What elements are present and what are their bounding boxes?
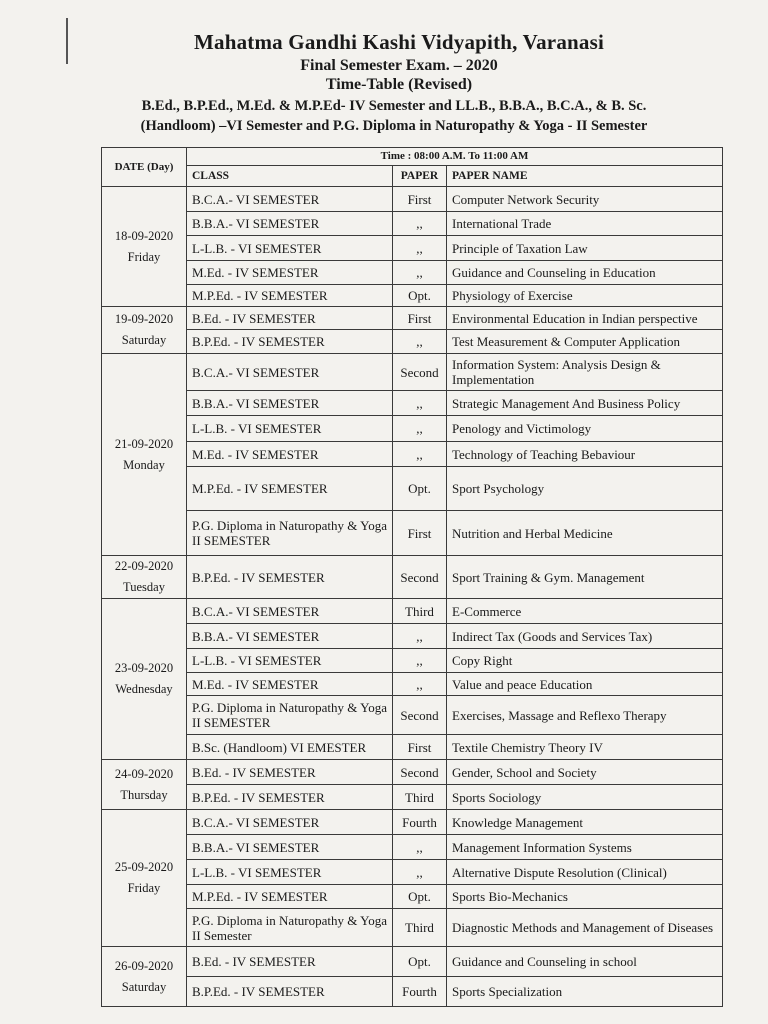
table-row <box>102 860 723 885</box>
class-cell: B.Ed. - IV SEMESTER <box>187 307 393 330</box>
class-cell: P.G. Diploma in Naturopathy & Yoga II SEMESTER <box>187 511 393 556</box>
paper-cell: Fourth <box>393 977 447 1007</box>
table-row <box>102 760 723 785</box>
class-cell: M.P.Ed. - IV SEMESTER <box>187 285 393 307</box>
timetable-title: Time-Table (Revised) <box>325 76 473 93</box>
class-cell: B.P.Ed. - IV SEMESTER <box>187 556 393 599</box>
paper-name-cell: Value and peace Education <box>447 673 723 696</box>
date-cell <box>102 354 187 556</box>
paper-cell: First <box>393 187 447 212</box>
class-cell: P.G. Diploma in Naturopathy & Yoga II SEMESTER <box>187 696 393 735</box>
table-row <box>102 416 723 442</box>
class-cell: B.C.A.- VI SEMESTER <box>187 599 393 624</box>
exam-day: Wednesday <box>115 682 173 696</box>
paper-name-cell: Sports Specialization <box>447 977 723 1007</box>
paper-cell: ,, <box>393 442 447 467</box>
paper-name-cell: Environmental Education in Indian perspective <box>447 307 723 330</box>
table-row <box>102 977 723 1007</box>
table-row <box>102 511 723 556</box>
paper-name-column-header: PAPER NAME <box>447 166 723 187</box>
time-header: Time : 08:00 A.M. To 11:00 AM <box>187 148 723 166</box>
exam-day: Friday <box>127 881 161 895</box>
paper-name-cell: Sports Bio-Mechanics <box>447 885 723 909</box>
paper-cell: First <box>393 307 447 330</box>
paper-column-header: PAPER <box>393 166 447 187</box>
exam-timetable <box>101 147 723 1007</box>
paper-cell: ,, <box>393 236 447 261</box>
paper-name-cell: Test Measurement & Computer Application <box>447 330 723 354</box>
programs-line-1: B.Ed., B.P.Ed., M.Ed. & M.P.Ed- IV Semester and LL.B., B.B.A., B.C.A., & B. Sc. <box>141 98 647 114</box>
table-row <box>102 885 723 909</box>
class-cell: B.P.Ed. - IV SEMESTER <box>187 785 393 810</box>
paper-name-cell: Penology and Victimology <box>447 416 723 442</box>
paper-name-cell: Gender, School and Society <box>447 760 723 785</box>
class-cell: B.Ed. - IV SEMESTER <box>187 947 393 977</box>
paper-name-cell: Information System: Analysis Design & Implementation <box>447 354 723 391</box>
class-cell: B.P.Ed. - IV SEMESTER <box>187 330 393 354</box>
exam-date: 22-09-2020 <box>114 559 174 573</box>
paper-name-cell: Alternative Dispute Resolution (Clinical) <box>447 860 723 885</box>
paper-name-cell: Nutrition and Herbal Medicine <box>447 511 723 556</box>
class-cell: L-L.B. - VI SEMESTER <box>187 649 393 673</box>
programs-line-2: (Handloom) –VI Semester and P.G. Diploma in Naturopathy & Yoga - II Semester <box>140 118 648 134</box>
class-cell: B.B.A.- VI SEMESTER <box>187 391 393 416</box>
paper-cell: Opt. <box>393 467 447 511</box>
exam-day: Saturday <box>121 979 167 994</box>
paper-name-cell: Sport Training & Gym. Management <box>447 556 723 599</box>
paper-cell: Fourth <box>393 810 447 835</box>
class-cell: P.G. Diploma in Naturopathy & Yoga II Semester <box>187 909 393 947</box>
paper-name-cell: Copy Right <box>447 649 723 673</box>
exam-date: 26-09-2020 <box>114 958 174 973</box>
class-cell: B.Sc. (Handloom) VI EMESTER <box>187 735 393 760</box>
paper-cell: Third <box>393 909 447 947</box>
table-row <box>102 673 723 696</box>
paper-cell: First <box>393 511 447 556</box>
class-cell: B.B.A.- VI SEMESTER <box>187 835 393 860</box>
university-title: Mahatma Gandhi Kashi Vidyapith, Varanasi <box>193 30 605 54</box>
paper-name-cell: E-Commerce <box>447 599 723 624</box>
date-cell <box>102 947 187 1007</box>
paper-cell: ,, <box>393 330 447 354</box>
exam-day: Tuesday <box>123 580 165 594</box>
table-row <box>102 467 723 511</box>
exam-date: 25-09-2020 <box>114 860 174 874</box>
paper-cell: ,, <box>393 649 447 673</box>
table-row <box>102 810 723 835</box>
date-cell <box>102 599 187 760</box>
table-row <box>102 261 723 285</box>
paper-cell: Opt. <box>393 885 447 909</box>
timetable-body <box>102 187 723 1007</box>
paper-name-cell: Sports Sociology <box>447 785 723 810</box>
table-row <box>102 909 723 947</box>
paper-name-cell: Computer Network Security <box>447 187 723 212</box>
table-row <box>102 442 723 467</box>
paper-cell: ,, <box>393 212 447 236</box>
table-row <box>102 391 723 416</box>
date-cell <box>102 810 187 947</box>
paper-name-cell: Technology of Teaching Bebaviour <box>447 442 723 467</box>
class-cell: M.P.Ed. - IV SEMESTER <box>187 885 393 909</box>
class-cell: B.Ed. - IV SEMESTER <box>187 760 393 785</box>
paper-cell: ,, <box>393 416 447 442</box>
class-cell: B.B.A.- VI SEMESTER <box>187 624 393 649</box>
paper-cell: ,, <box>393 261 447 285</box>
table-row <box>102 735 723 760</box>
paper-cell: ,, <box>393 624 447 649</box>
class-cell: B.P.Ed. - IV SEMESTER <box>187 977 393 1007</box>
exam-date: 23-09-2020 <box>114 661 174 675</box>
paper-name-cell: Management Information Systems <box>447 835 723 860</box>
paper-cell: First <box>393 735 447 760</box>
exam-date: 24-09-2020 <box>114 766 174 781</box>
class-cell: M.P.Ed. - IV SEMESTER <box>187 467 393 511</box>
exam-day: Saturday <box>121 333 167 347</box>
paper-name-cell: Guidance and Counseling in school <box>447 947 723 977</box>
paper-cell: Opt. <box>393 285 447 307</box>
table-row <box>102 187 723 212</box>
table-row <box>102 835 723 860</box>
class-cell: M.Ed. - IV SEMESTER <box>187 442 393 467</box>
paper-cell: ,, <box>393 835 447 860</box>
exam-day: Thursday <box>120 787 168 802</box>
exam-date: 21-09-2020 <box>114 436 174 451</box>
document-header <box>0 28 768 136</box>
class-cell: L-L.B. - VI SEMESTER <box>187 416 393 442</box>
table-row <box>102 649 723 673</box>
paper-name-cell: Diagnostic Methods and Management of Diseases <box>447 909 723 947</box>
paper-cell: ,, <box>393 673 447 696</box>
table-row <box>102 785 723 810</box>
table-row <box>102 624 723 649</box>
date-cell <box>102 760 187 810</box>
class-cell: M.Ed. - IV SEMESTER <box>187 261 393 285</box>
paper-name-cell: Sport Psychology <box>447 467 723 511</box>
exam-title: Final Semester Exam. – 2020 <box>300 57 498 74</box>
class-cell: B.C.A.- VI SEMESTER <box>187 187 393 212</box>
paper-name-cell: Guidance and Counseling in Education <box>447 261 723 285</box>
table-row <box>102 212 723 236</box>
table-row <box>102 947 723 977</box>
class-cell: B.C.A.- VI SEMESTER <box>187 354 393 391</box>
paper-cell: Opt. <box>393 947 447 977</box>
date-cell <box>102 307 187 354</box>
exam-date: 19-09-2020 <box>114 312 174 326</box>
paper-name-cell: Physiology of Exercise <box>447 285 723 307</box>
paper-name-cell: Exercises, Massage and Reflexo Therapy <box>447 696 723 735</box>
paper-name-cell: Principle of Taxation Law <box>447 236 723 261</box>
paper-name-cell: Knowledge Management <box>447 810 723 835</box>
paper-cell: Second <box>393 696 447 735</box>
paper-cell: ,, <box>393 391 447 416</box>
class-cell: L-L.B. - VI SEMESTER <box>187 860 393 885</box>
class-cell: L-L.B. - VI SEMESTER <box>187 236 393 261</box>
class-column-header: CLASS <box>187 166 393 187</box>
paper-name-cell: International Trade <box>447 212 723 236</box>
paper-cell: ,, <box>393 860 447 885</box>
paper-name-cell: Strategic Management And Business Policy <box>447 391 723 416</box>
paper-cell: Second <box>393 556 447 599</box>
date-cell <box>102 187 187 307</box>
class-cell: M.Ed. - IV SEMESTER <box>187 673 393 696</box>
table-row <box>102 285 723 307</box>
exam-date: 18-09-2020 <box>114 228 174 243</box>
table-row <box>102 696 723 735</box>
table-row <box>102 354 723 391</box>
exam-day: Friday <box>127 249 161 264</box>
class-cell: B.C.A.- VI SEMESTER <box>187 810 393 835</box>
paper-cell: Third <box>393 785 447 810</box>
table-row <box>102 599 723 624</box>
paper-name-cell: Indirect Tax (Goods and Services Tax) <box>447 624 723 649</box>
table-row <box>102 307 723 330</box>
date-column-header: DATE (Day) <box>102 148 187 187</box>
class-cell: B.B.A.- VI SEMESTER <box>187 212 393 236</box>
paper-cell: Second <box>393 354 447 391</box>
paper-name-cell: Textile Chemistry Theory IV <box>447 735 723 760</box>
table-row <box>102 330 723 354</box>
paper-cell: Second <box>393 760 447 785</box>
paper-cell: Third <box>393 599 447 624</box>
date-cell <box>102 556 187 599</box>
table-row <box>102 236 723 261</box>
table-row <box>102 556 723 599</box>
exam-day: Monday <box>123 457 165 472</box>
